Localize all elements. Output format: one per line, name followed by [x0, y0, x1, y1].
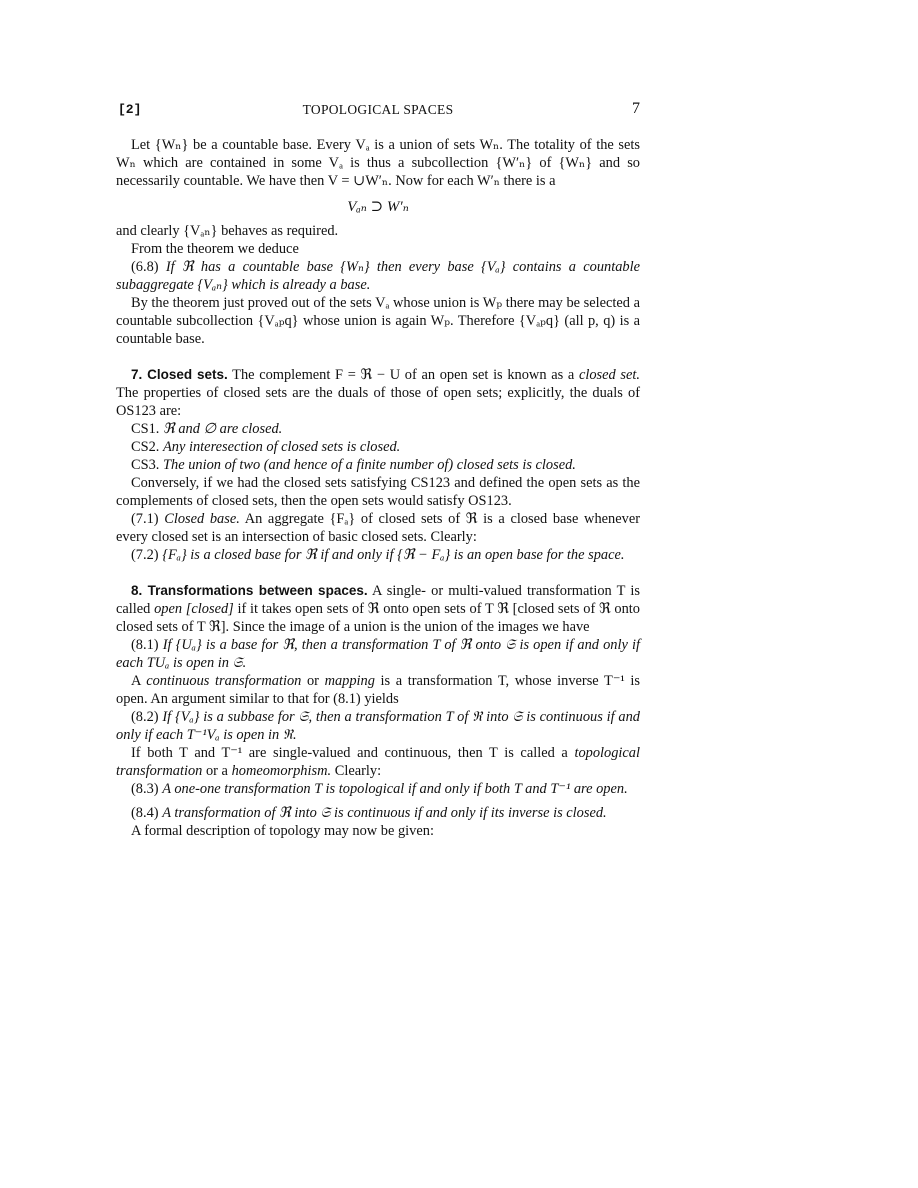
statement-6-8: [116, 258, 640, 294]
defined-term: Closed base.: [164, 511, 240, 527]
paragraph: Conversely, if we had the closed sets satisfying CS123 and defined the open sets as the complements of closed sets, then the open sets would satisfy OS123.: [116, 475, 640, 509]
statement-text: If {Vₐ} is a subbase for 𝔖, then a transformation T of ℜ into 𝔖 is continuous if and only if each T⁻¹Vₐ is open in ℜ.: [116, 709, 640, 743]
defined-term: mapping: [324, 673, 375, 689]
text-run: or: [306, 673, 319, 689]
text-run: or a: [205, 763, 228, 779]
text-run: An aggregate {Fₐ} of closed sets of ℜ is a closed base whenever every closed set is an intersection of basic closed sets. Clearly:: [116, 511, 640, 545]
text-run: Clearly:: [334, 763, 382, 779]
statement-text: {Fₐ} is a closed base for ℜ if and only if {ℜ − Fₐ} is an open base for the space.: [162, 547, 625, 563]
section-7: [116, 366, 640, 420]
axiom-text: The union of two (and hence of a finite number of) closed sets is closed.: [163, 457, 576, 473]
statement-number: (6.8): [131, 259, 159, 275]
axiom-cs3: [116, 456, 640, 474]
page-body: [116, 136, 640, 840]
statement-8-1: [116, 636, 640, 672]
axiom-label: CS3.: [131, 457, 160, 473]
axiom-text: ℜ and ∅ are closed.: [163, 421, 283, 437]
statement-number: (8.1): [131, 637, 159, 653]
running-header: [116, 100, 640, 122]
statement-number: (7.2): [131, 547, 159, 563]
statement-text: A one-one transformation T is topological if and only if both T and T⁻¹ are open.: [162, 781, 628, 797]
section-heading: 8. Transformations between spaces.: [131, 583, 368, 598]
text-run: The properties of closed sets are the duals of those of open sets; explicitly, the duals of OS123 are:: [116, 385, 640, 419]
axiom-label: CS2.: [131, 439, 160, 455]
defined-term: topological transformation: [116, 745, 641, 779]
paragraph: [116, 744, 640, 780]
statement-7-2: [116, 546, 640, 564]
paragraph: From the theorem we deduce: [131, 241, 299, 257]
defined-term: continuous transformation: [146, 673, 302, 689]
statement-8-2: [116, 708, 640, 744]
text-run: is a transformation T, whose inverse T⁻¹ is open. An argument similar to that for (8.1) yields: [116, 673, 640, 707]
paragraph: [116, 672, 640, 708]
statement-number: (8.2): [131, 709, 159, 725]
axiom-text: Any interesection of closed sets is closed.: [163, 439, 401, 455]
text-run: If both T and T⁻¹ are single-valued and continuous, then T is called a: [131, 745, 568, 761]
statement-number: (7.1): [131, 511, 159, 527]
statement-8-3: [116, 780, 640, 798]
section-heading: 7. Closed sets.: [131, 367, 228, 382]
text-run: A single- or multi-valued transformation T is called: [116, 583, 640, 617]
statement-text: A transformation of ℜ into 𝔖 is continuous if and only if its inverse is closed.: [162, 805, 607, 821]
section-marker: [2]: [118, 102, 142, 117]
axiom-cs1: [116, 420, 640, 438]
defined-term: open [closed]: [154, 601, 234, 617]
text-run: if it takes open sets of ℜ onto open sets of T ℜ [closed sets of ℜ onto closed sets of T ℜ]. Since the image of a union is the union of the images we have: [116, 601, 640, 635]
statement-text: If {Uₐ} is a base for ℜ, then a transformation T of ℜ onto 𝔖 is open if and only if each TUₐ is open in 𝔖.: [116, 637, 640, 671]
paragraph: and clearly {Vₐₙ} behaves as required.: [116, 223, 339, 239]
axiom-label: CS1.: [131, 421, 160, 437]
axiom-cs2: [116, 438, 640, 456]
running-title: TOPOLOGICAL SPACES: [302, 102, 454, 117]
statement-number: (8.3): [131, 781, 159, 797]
section-8: [116, 582, 640, 636]
paragraph: By the theorem just proved out of the sets Vₐ whose union is Wₚ there may be selected a countable subcollection {Vₐₚq} whose union is again Wₚ. Therefore {Vₐₚq} (all p, q) is a countable base.: [116, 295, 640, 347]
statement-7-1: [116, 510, 640, 546]
text-run: A: [131, 673, 141, 689]
statement-8-4: [116, 804, 640, 822]
paragraph: Let {Wₙ} be a countable base. Every Vₐ is a union of sets Wₙ. The totality of the sets Wₙ which are contained in some Vₐ is thus a subcollection {W′ₙ} of {Wₙ} and so necessarily countable. We have then V = ∪W′ₙ. Now for each W′ₙ there is a: [116, 137, 640, 189]
text-run: The complement F = ℜ − U of an open set is known as a: [232, 367, 575, 383]
defined-term: closed set.: [578, 367, 640, 383]
paragraph: A formal description of topology may now be given:: [131, 823, 434, 839]
display-formula: Vₐₙ ⊃ W′ₙ: [347, 199, 409, 215]
statement-text: If ℜ has a countable base {Wₙ} then every base {Vₐ} contains a countable subaggregate {Vₐₙ} which is already a base.: [116, 259, 640, 293]
statement-number: (8.4): [131, 805, 159, 821]
page-number: 7: [632, 100, 640, 117]
defined-term: homeomorphism.: [231, 763, 332, 779]
